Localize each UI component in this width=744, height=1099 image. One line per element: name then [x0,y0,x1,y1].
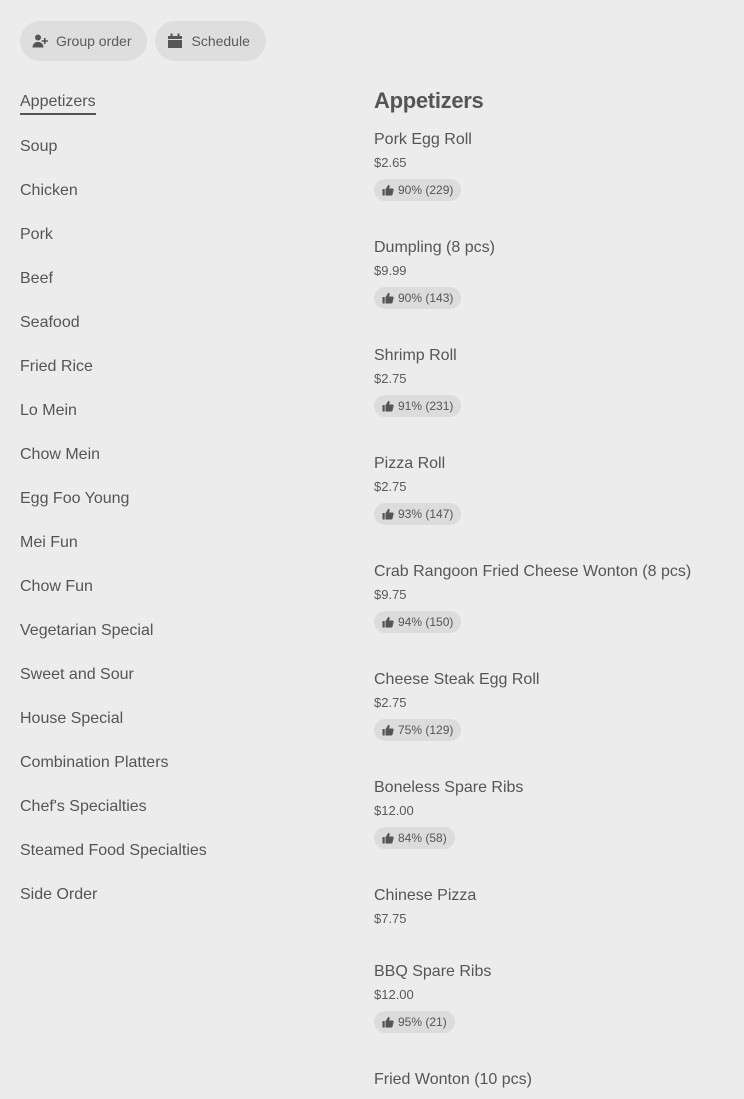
thumbs-up-icon [382,616,394,628]
category-item[interactable] [20,346,340,390]
category-label: Mei Fun [20,534,78,551]
category-label: Pork [20,226,53,243]
category-item[interactable] [20,654,340,698]
item-name: Pork Egg Roll [374,131,472,148]
calendar-icon [167,33,183,49]
category-item[interactable] [20,390,340,434]
rating-text: 91% (231) [398,399,454,413]
category-label: Fried Rice [20,358,93,375]
category-item[interactable] [20,566,340,610]
menu-item[interactable] [374,884,734,960]
category-item[interactable] [20,214,340,258]
thumbs-up-icon [382,184,394,196]
schedule-button[interactable] [155,21,265,61]
thumbs-up-icon [382,400,394,412]
category-label: Chow Mein [20,446,101,463]
category-item[interactable] [20,742,340,786]
category-label: Seafood [20,314,80,331]
add-person-icon [32,33,48,49]
rating-badge [374,1011,455,1033]
section-title: Appetizers [374,88,484,113]
category-item[interactable] [20,478,340,522]
item-name: BBQ Spare Ribs [374,963,492,980]
item-name: Cheese Steak Egg Roll [374,671,540,688]
rating-text: 93% (147) [398,507,454,521]
item-price: $2.75 [374,371,407,386]
menu-item[interactable] [374,668,734,776]
category-item[interactable] [20,786,340,830]
rating-text: 90% (143) [398,291,454,305]
item-price: $9.99 [374,263,407,278]
menu-item[interactable] [374,344,734,452]
rating-badge [374,503,461,525]
category-label: Steamed Food Specialties [20,842,207,859]
category-item[interactable] [20,302,340,346]
thumbs-up-icon [382,1016,394,1028]
item-price: $12.00 [374,803,414,818]
menu-item[interactable] [374,452,734,560]
rating-text: 75% (129) [398,723,454,737]
category-item[interactable] [20,830,340,874]
category-label: Side Order [20,886,98,903]
rating-badge [374,179,461,201]
category-item[interactable] [20,82,340,126]
category-label: Appetizers [20,93,96,115]
category-label: Sweet and Sour [20,666,134,683]
rating-badge [374,611,461,633]
group-order-button[interactable] [20,21,147,61]
thumbs-up-icon [382,508,394,520]
category-item[interactable] [20,522,340,566]
item-price: $2.75 [374,479,407,494]
category-label: Beef [20,270,53,287]
category-nav [20,82,340,918]
rating-text: 84% (58) [398,831,447,845]
category-label: House Special [20,710,124,727]
category-label: Chow Fun [20,578,93,595]
category-label: Lo Mein [20,402,77,419]
thumbs-up-icon [382,832,394,844]
item-price: $2.75 [374,695,407,710]
item-name: Boneless Spare Ribs [374,779,524,796]
category-label: Combination Platters [20,754,169,771]
menu-item[interactable] [374,960,734,1068]
menu-section [374,86,734,1099]
category-item[interactable] [20,126,340,170]
item-name: Pizza Roll [374,455,446,472]
category-item[interactable] [20,258,340,302]
menu-item-list [374,128,734,1099]
category-item[interactable] [20,698,340,742]
rating-badge [374,719,461,741]
menu-item[interactable] [374,776,734,884]
item-name: Fried Wonton (10 pcs) [374,1071,532,1088]
category-label: Vegetarian Special [20,622,154,639]
schedule-label: Schedule [191,33,250,49]
category-item[interactable] [20,434,340,478]
menu-item[interactable] [374,236,734,344]
rating-badge [374,395,461,417]
category-item[interactable] [20,170,340,214]
rating-text: 94% (150) [398,615,454,629]
category-item[interactable] [20,610,340,654]
item-price: $9.75 [374,587,407,602]
rating-text: 95% (21) [398,1015,447,1029]
item-price: $2.65 [374,155,407,170]
item-price: $7.75 [374,911,407,926]
category-label: Egg Foo Young [20,490,130,507]
thumbs-up-icon [382,292,394,304]
menu-item[interactable] [374,560,734,668]
item-name: Dumpling (8 pcs) [374,239,495,256]
category-label: Soup [20,138,58,155]
item-price [374,1094,734,1099]
order-options [20,21,266,61]
menu-item[interactable] [374,1068,734,1099]
item-name: Crab Rangoon Fried Cheese Wonton (8 pcs) [374,563,692,580]
rating-text: 90% (229) [398,183,454,197]
thumbs-up-icon [382,724,394,736]
category-item[interactable] [20,874,340,918]
item-price: $12.00 [374,987,414,1002]
menu-item[interactable] [374,128,734,236]
item-name: Shrimp Roll [374,347,457,364]
category-label: Chef's Specialties [20,798,147,815]
rating-badge [374,287,461,309]
item-name: Chinese Pizza [374,887,477,904]
group-order-label: Group order [56,33,132,49]
category-label: Chicken [20,182,78,199]
rating-badge [374,827,455,849]
